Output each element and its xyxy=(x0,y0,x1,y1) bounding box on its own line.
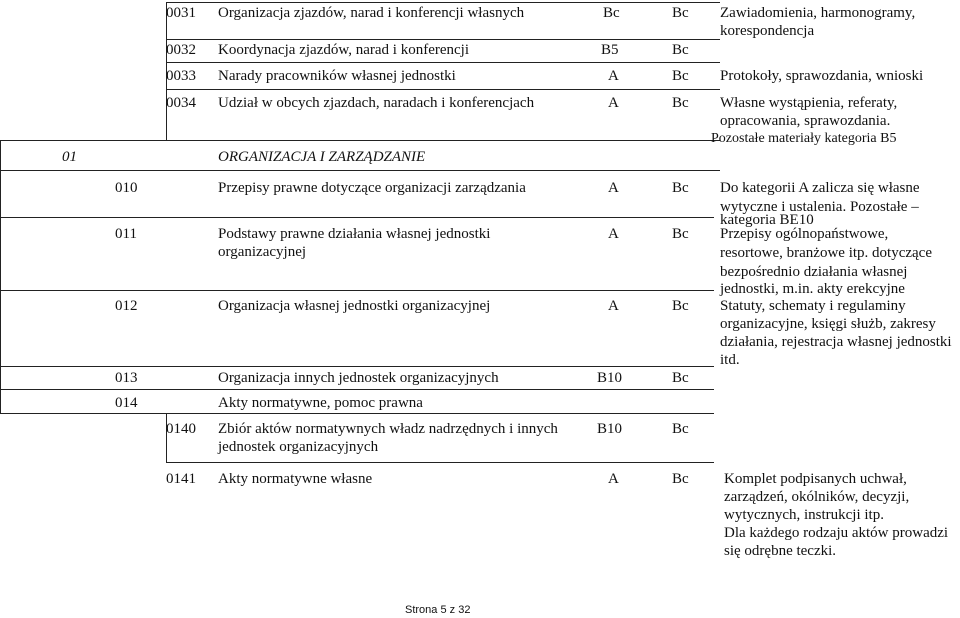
row-010-title: Przepisy prawne dotyczące organizacji zarządzania xyxy=(218,180,526,196)
row-0141-notes: Komplet podpisanych uchwał, zarządzeń, okólników, decyzji, wytycznych, instrukcji itp. xyxy=(724,471,910,523)
rule-0034 xyxy=(0,140,720,141)
row-011-cat-a: A xyxy=(608,226,619,242)
row-0032-symbol: 0032 xyxy=(166,42,196,58)
rule-0033 xyxy=(166,89,720,90)
row-0033-symbol: 0033 xyxy=(166,68,196,84)
row-011-notes-2: resortowe, branżowe itp. dotyczące xyxy=(720,245,932,261)
rule-0140 xyxy=(166,462,714,463)
row-010-notes-3: kategoria BE10 xyxy=(720,212,814,228)
row-014-title: Akty normatywne, pomoc prawna xyxy=(218,395,423,411)
section-symbol: 01 xyxy=(62,149,77,165)
row-010-notes-1: Do kategorii A zalicza się własne xyxy=(720,180,920,196)
row-013-title: Organizacja innych jednostek organizacyjnych xyxy=(218,370,499,386)
row-0032-cat-b: Bc xyxy=(672,42,689,58)
row-0034-cat-a: A xyxy=(608,95,619,111)
row-010-notes-2: wytyczne i ustalenia. Pozostałe – xyxy=(720,199,919,215)
row-011-title: Podstawy prawne działania własnej jednostki organizacyjnej xyxy=(218,226,491,260)
rule-012 xyxy=(0,366,714,367)
row-0140-title: Zbiór aktów normatywnych władz nadrzędnych i innych jednostek organizacyjnych xyxy=(218,421,558,455)
row-014-symbol: 014 xyxy=(115,395,138,411)
row-0033-title: Narady pracowników własnej jednostki xyxy=(218,68,456,84)
row-011-notes-3: bezpośrednio działania własnej xyxy=(720,264,908,280)
row-0140-cat-b: Bc xyxy=(672,421,689,437)
row-0034-title: Udział w obcych zjazdach, naradach i konferencjach xyxy=(218,95,535,111)
row-012-title: Organizacja własnej jednostki organizacyjnej xyxy=(218,298,491,314)
row-0033-cat-a: A xyxy=(608,68,619,84)
row-0141-symbol: 0141 xyxy=(166,471,196,487)
row-0032-cat-a: B5 xyxy=(601,42,619,58)
row-010-cat-b: Bc xyxy=(672,180,689,196)
rule-top xyxy=(166,2,720,3)
row-0034-notes-other: Pozostałe materiały kategoria B5 xyxy=(711,131,897,146)
row-0034-symbol: 0034 xyxy=(166,95,196,111)
row-013-cat-b: Bc xyxy=(672,370,689,386)
row-0031-title: Organizacja zjazdów, narad i konferencji własnych xyxy=(218,5,525,21)
rule-left-main xyxy=(0,140,1,413)
row-011-cat-b: Bc xyxy=(672,226,689,242)
row-011-symbol: 011 xyxy=(115,226,137,242)
row-0031-cat-b: Bc xyxy=(672,5,689,21)
row-013-cat-a: B10 xyxy=(597,370,623,386)
row-0033-notes: Protokoły, sprawozdania, wnioski xyxy=(720,68,924,84)
rule-0032 xyxy=(166,62,720,63)
row-010-cat-a: A xyxy=(608,180,619,196)
row-0141-cat-b: Bc xyxy=(672,471,689,487)
rule-014 xyxy=(0,413,714,414)
row-0033-cat-b: Bc xyxy=(672,68,689,84)
rule-0031 xyxy=(166,39,720,40)
row-0141-notes-more: Dla każdego rodzaju aktów prowadzi się odrębne teczki. xyxy=(724,525,949,559)
row-012-notes: Statuty, schematy i regulaminy organizacyjne, księgi służb, zakresy działania, rejestracja własnej jednostki itd. xyxy=(720,298,952,368)
row-0034-notes: Własne wystąpienia, referaty, opracowania, sprawozdania. xyxy=(720,95,898,129)
rule-011 xyxy=(0,290,714,291)
row-0031-notes: Zawiadomienia, harmonogramy, korespondencja xyxy=(720,5,916,39)
row-0141-cat-a: A xyxy=(608,471,619,487)
row-012-cat-b: Bc xyxy=(672,298,689,314)
section-title: ORGANIZACJA I ZARZĄDZANIE xyxy=(218,149,426,165)
row-0031-cat-a: Bc xyxy=(603,5,620,21)
row-013-symbol: 013 xyxy=(115,370,138,386)
row-0141-title: Akty normatywne własne xyxy=(218,471,373,487)
row-0031-symbol: 0031 xyxy=(166,5,196,21)
row-011-notes-4: jednostki, m.in. akty erekcyjne xyxy=(720,281,905,297)
row-0034-cat-b: Bc xyxy=(672,95,689,111)
row-0140-cat-a: B10 xyxy=(597,421,623,437)
row-0032-title: Koordynacja zjazdów, narad i konferencji xyxy=(218,42,469,58)
row-012-symbol: 012 xyxy=(115,298,138,314)
row-010-symbol: 010 xyxy=(115,180,138,196)
page-number: Strona 5 z 32 xyxy=(405,604,471,616)
rule-010 xyxy=(0,217,714,218)
row-012-cat-a: A xyxy=(608,298,619,314)
row-0140-symbol: 0140 xyxy=(166,421,196,437)
rule-013 xyxy=(0,389,714,390)
row-011-notes-1: Przepisy ogólnopaństwowe, xyxy=(720,226,889,242)
rule-section xyxy=(0,170,720,171)
